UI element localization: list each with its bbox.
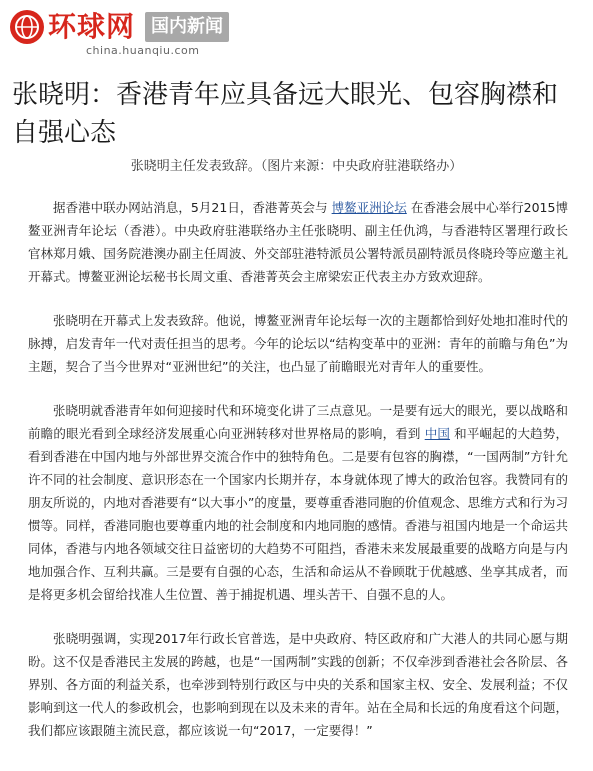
article-body: [28, 196, 568, 763]
brand-name: 环球网: [48, 10, 136, 43]
paragraph-1-text-a: 据香港中联办网站消息，5月21日，香港菁英会与: [53, 200, 332, 215]
paragraph-3-text-b: 和平崛起的大趋势，看到香港在中国内地与外部世界交流合作中的独特角色。二是要有包容的胸襟，“一国两制”方针允许不同的社会制度、意识形态在一个国家内长期并存，本身就体现了博大的政治包容。我赞同有的朋友所说的，内地对香港要有“以大事小”的度量，要尊重香港同胞的价值观念、思维方式和行为习惯等。同样，香港同胞也要尊重内地的社会制度和内地同胞的感情。香港与祖国内地是一个命运共同体，香港与内地各领域交往日益密切的大趋势不可阻挡，香港未来发展最重要的战略方向是与内地加强合作、互利共赢。三是要有自强的心态，生活和命运从不眷顾耽于优越感、坐享其成者，而是将更多机会留给找准人生位置、善于捕捉机遇、埋头苦干、自强不息的人。: [28, 426, 568, 602]
section-badge[interactable]: 国内新闻: [145, 12, 229, 42]
article-title: 张晓明：香港青年应具备远大眼光、包容胸襟和自强心态: [12, 80, 559, 148]
paragraph-2: 张晓明在开幕式上发表致辞。他说，博鳌亚洲青年论坛每一次的主题都恰到好处地扣准时代的脉搏，启发青年一代对责任担当的思考。今年的论坛以“结构变革中的亚洲：青年的前瞻与角色”为主题，契合了当今世界对“亚洲世纪”的关注，也凸显了前瞻眼光对青年人的重要性。: [28, 313, 568, 374]
china-link[interactable]: 中国: [424, 426, 451, 441]
site-domain: china.huanqiu.com: [86, 44, 200, 57]
globe-icon: [10, 10, 44, 44]
paragraph-1-text-b: 在香港会展中心举行2015博鳌亚洲青年论坛（香港）。中央政府驻港联络办主任张晓明、副主任仇鸿，与香港特区署理行政长官林郑月娥、国务院港澳办副主任周波、外交部驻港特派员公署特派员副特派员佟晓玲等应邀主礼开幕式。博鳌亚洲论坛秘书长周文重、香港菁英会主席梁宏正代表主办方致欢迎辞。: [28, 200, 568, 284]
image-caption: 张晓明主任发表致辞。（图片来源：中央政府驻港联络办）: [130, 159, 463, 174]
boao-forum-link[interactable]: 博鳌亚洲论坛: [331, 200, 407, 215]
paragraph-4: 张晓明强调，实现2017年行政长官普选，是中央政府、特区政府和广大港人的共同心愿与期盼。这不仅是香港民主发展的跨越，也是“一国两制”实践的创新；不仅牵涉到香港社会各阶层、各界别、各方面的利益关系，也牵涉到特别行政区与中央的关系和国家主权、安全、发展利益；不仅影响到这一代人的参政机会，也影响到现在以及未来的青年。站在全局和长远的角度看这个问题，我们都应该跟随主流民意，都应该说一句“2017，一定要得！”: [28, 631, 568, 738]
site-header: [0, 0, 593, 64]
site-logo[interactable]: [10, 6, 236, 62]
paragraph-1: [28, 196, 568, 288]
paragraph-3: [28, 399, 568, 606]
paragraph-3-text-a: 张晓明就香港青年如何迎接时代和环境变化讲了三点意见。一是要有远大的眼光，要以战略和前瞻的眼光看到全球经济发展重心向亚洲转移对世界格局的影响，看到: [28, 403, 568, 441]
